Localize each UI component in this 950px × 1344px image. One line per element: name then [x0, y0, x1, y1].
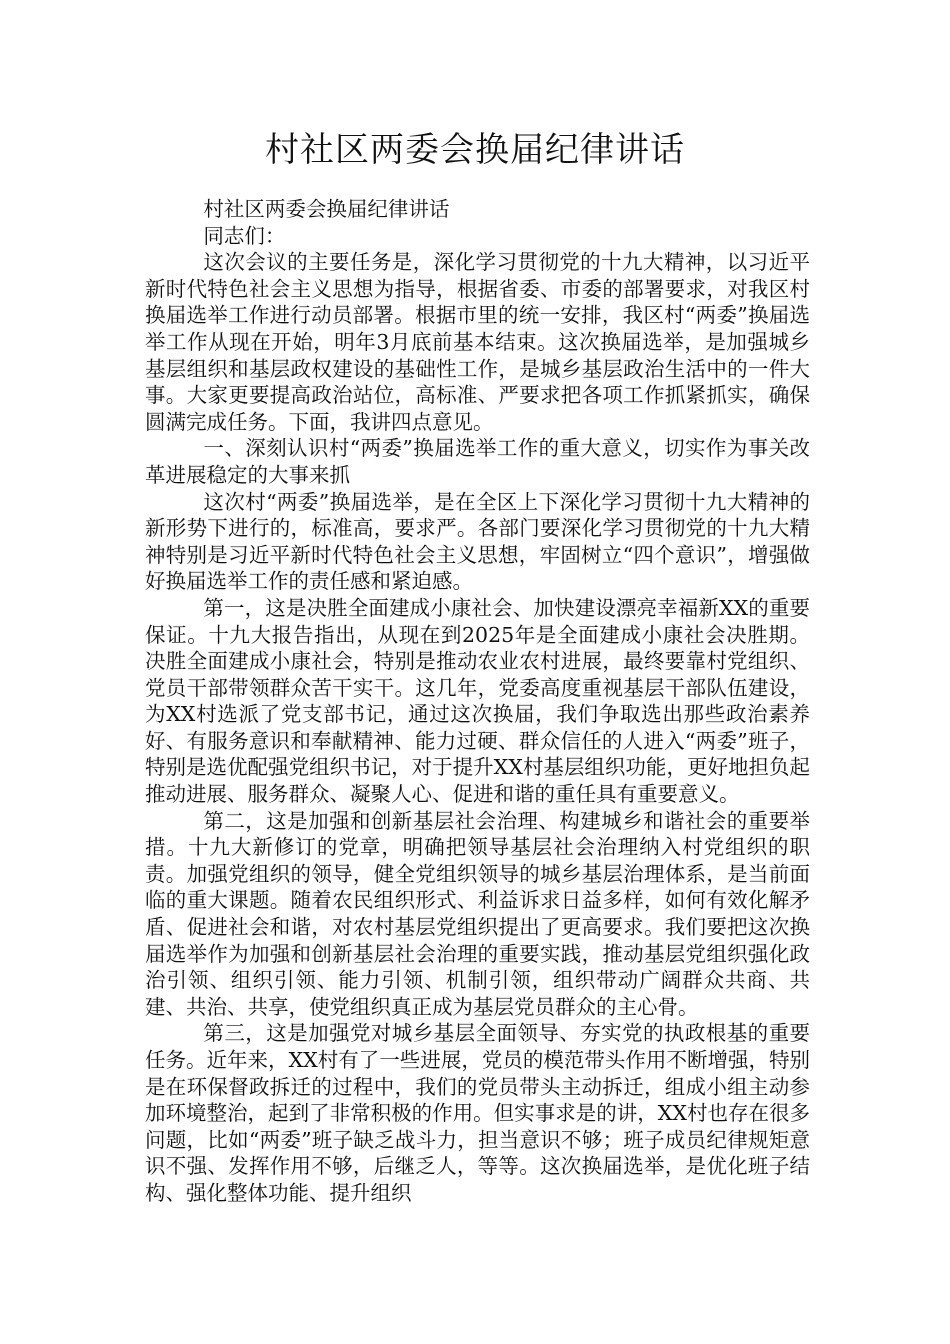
paragraph-point-2: 第二，这是加强和创新基层社会治理、构建城乡和谐社会的重要举措。十九大新修订的党章，明确把领导基层社会治理纳入村党组织的职责。加强党组织的领导，健全党组织领导的城乡基层治理体系，是当前面临的重大课题。随着农民组织形式、利益诉求日益多样，如何有效化解矛盾、促进社会和谐，对农村基层党组织提出了更高要求。我们要把这次换届选举作为加强和创新基层社会治理的重要实践，推动基层党组织强化政治引领、组织引领、能力引领、机制引领，组织带动广阔群众共商、共建、共治、共享，使党组织真正成为基层党员群众的主心骨。: [145, 808, 810, 1019]
paragraph-intro: 这次会议的主要任务是，深化学习贯彻党的十九大精神，以习近平新时代特色社会主义思想为指导，根据省委、市委的部署要求，对我区村换届选举工作进行动员部署。根据市里的统一安排，我区村“两委”换届选举工作从现在开始，明年3月底前基本结束。这次换届选举，是加强城乡基层组织和基层政权建设的基础性工作，是城乡基层政治生活中的一件大事。大家更要提高政治站位，高标准、严要求把各项工作抓紧抓实，确保圆满完成任务。下面，我讲四点意见。: [145, 250, 810, 434]
document-body: [145, 196, 810, 1207]
section-heading-1: 一、深刻认识村“两委”换届选举工作的重大意义，切实作为事关改革进展稳定的大事来抓: [145, 436, 810, 487]
body-subtitle: 村社区两委会换届纪律讲话: [203, 197, 450, 221]
paragraph-point-1: 第一，这是决胜全面建成小康社会、加快建设漂亮幸福新XX的重要保证。十九大报告指出，从现在到2025年是全面建成小康社会决胜期。决胜全面建成小康社会，特别是推动农业农村进展，最终要靠村党组织、党员干部带领群众苦干实干。这几年，党委高度重视基层干部队伍建设，为XX村选派了党支部书记，通过这次换届，我们争取选出那些政治素养好、有服务意识和奉献精神、能力过硬、群众信任的人进入“两委”班子，特别是选优配强党组织书记，对于提升XX村基层组织功能，更好地担负起推动进展、服务群众、凝聚人心、促进和谐的重任具有重要意义。: [145, 595, 810, 807]
paragraph-point-3: 第三，这是加强党对城乡基层全面领导、夯实党的执政根基的重要任务。近年来，XX村有了一些进展，党员的模范带头作用不断增强，特别是在环保督政拆迁的过程中，我们的党员带头主动拆迁，组成小组主动参加环境整治，起到了非常积极的作用。但实事求是的讲，XX村也存在很多问题，比如“两委”班子缺乏战斗力，担当意识不够；班子成员纪律规矩意识不强、发挥作用不够，后继乏人，等等。这次换届选举，是优化班子结构、强化整体功能、提升组织: [145, 1021, 810, 1205]
salutation: 同志们：: [203, 223, 286, 248]
document-title: 村社区两委会换届纪律讲话: [265, 130, 685, 170]
paragraph-section-1: 这次村“两委”换届选举，是在全区上下深化学习贯彻十九大精神的新形势下进行的，标准高，要求严。各部门要深化学习贯彻党的十九大精神特别是习近平新时代特色社会主义思想，牢固树立“四个意识”，增强做好换届选举工作的责任感和紧迫感。: [145, 489, 810, 594]
